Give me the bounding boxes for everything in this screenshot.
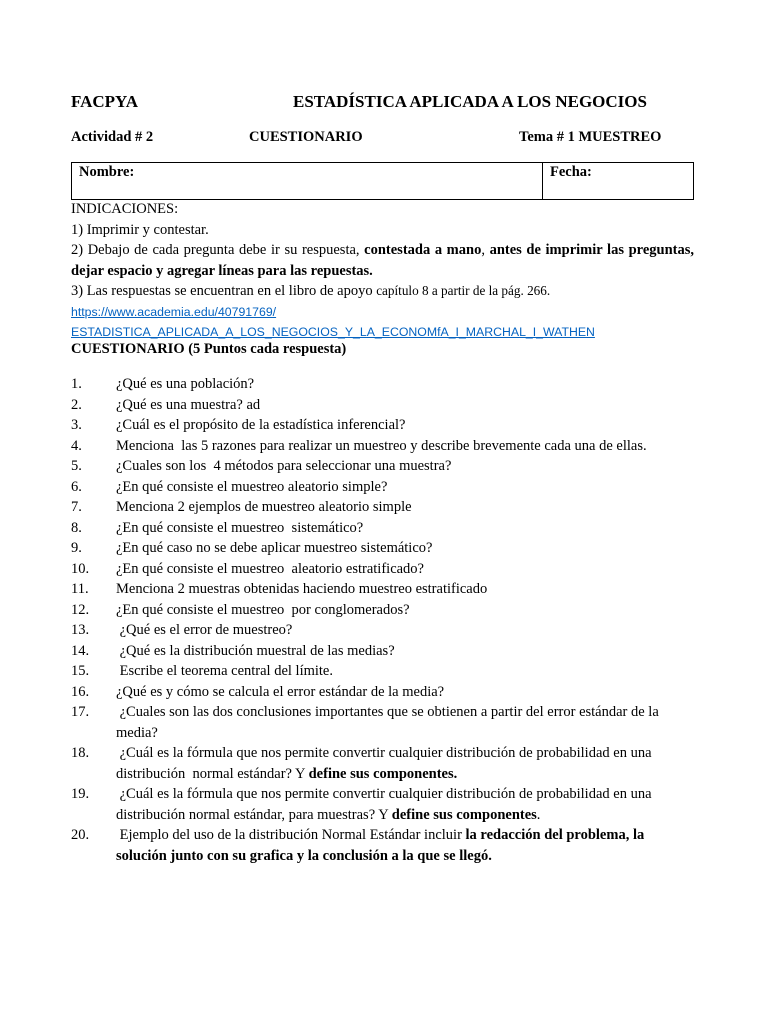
course-title: ESTADÍSTICA APLICADA A LOS NEGOCIOS: [293, 92, 647, 111]
question-item: [71, 702, 694, 743]
question-text: Menciona las 5 razones para realizar un muestreo y describe brevemente cada una de ellas.: [116, 437, 647, 454]
instruction-2-bold-a: contestada a mano: [364, 242, 482, 258]
date-cell: [543, 163, 693, 199]
question-number: 11.: [71, 581, 89, 597]
question-item: [71, 661, 694, 682]
question-number: 6.: [71, 478, 82, 495]
question-text: ¿Qué es una muestra? ad: [116, 396, 261, 413]
book-link-line-1[interactable]: https://www.academia.edu/40791769/: [71, 304, 277, 319]
question-number: 5.: [71, 458, 82, 474]
question-bold-text: la redacción del problema, la solución junto con su grafica y la conclusión a la que se llegó.: [116, 827, 645, 864]
question-number: 1.: [71, 376, 82, 392]
instructions-title: INDICACIONES:: [71, 201, 179, 217]
student-info-table: [71, 162, 694, 200]
question-number: 7.: [71, 499, 82, 515]
question-number: 19.: [71, 786, 90, 802]
question-text: ¿En qué consiste el muestreo por conglomerados?: [116, 601, 410, 618]
question-number: 10.: [71, 560, 90, 577]
question-item: [71, 784, 694, 825]
question-text: ¿Qué es el error de muestreo?: [116, 622, 293, 638]
instruction-1: 1) Imprimir y contestar.: [71, 221, 209, 238]
instructions-section: [71, 199, 694, 343]
question-number: 8.: [71, 519, 82, 536]
question-text: ¿Qué es la distribución muestral de las medias?: [116, 642, 395, 659]
question-item: [71, 436, 694, 457]
instruction-3: [71, 281, 694, 302]
question-bold-text: define sus componentes: [391, 806, 537, 823]
question-text: ¿Cuál es el propósito de la estadística inferencial?: [116, 417, 406, 433]
question-item: [71, 559, 694, 580]
question-number: 17.: [71, 704, 90, 720]
question-number: 20.: [71, 827, 90, 843]
instruction-2: [71, 240, 694, 281]
question-text: Escribe el teorema central del límite.: [116, 663, 333, 679]
question-number: 18.: [71, 745, 90, 761]
book-link: [71, 302, 694, 323]
question-text: ¿Cuales son los 4 métodos para seleccionar una muestra?: [116, 458, 452, 474]
question-number: 9.: [71, 540, 82, 556]
question-text: ¿En qué consiste el muestreo aleatorio simple?: [116, 478, 388, 495]
question-item: [71, 620, 694, 641]
question-text: ¿Qué es una población?: [116, 376, 255, 392]
question-item: [71, 600, 694, 621]
question-text: ¿Cuál es la fórmula que nos permite convertir cualquier distribución de probabilidad en una distribución normal estándar, para muestras? Y: [116, 786, 656, 823]
instruction-3-page: capítulo 8 a partir de la pág. 266.: [376, 283, 551, 298]
question-tail-text: .: [536, 806, 541, 823]
instruction-2-bold-b: antes de imprimir las preguntas, dejar espacio y agregar líneas para las repuestas.: [71, 242, 694, 279]
question-text: ¿Cuales son las dos conclusiones importantes que se obtienen a partir del error estándar de la media?: [116, 704, 663, 741]
name-label: Nombre:: [79, 164, 135, 180]
question-number: 15.: [71, 663, 90, 679]
question-item: [71, 456, 694, 477]
date-field[interactable]: [549, 183, 684, 197]
question-item: [71, 579, 694, 600]
question-list: [71, 374, 694, 866]
question-number: 3.: [71, 417, 82, 433]
topic-title: Tema # 1 MUESTREO: [519, 129, 662, 145]
name-field[interactable]: [78, 183, 528, 197]
question-item: [71, 682, 694, 703]
activity-type: CUESTIONARIO: [249, 129, 363, 145]
book-link-cont: [71, 322, 694, 343]
question-text: Menciona 2 ejemplos de muestreo aleatorio simple: [116, 499, 412, 515]
question-number: 13.: [71, 622, 90, 638]
question-number: 12.: [71, 601, 90, 618]
question-text: ¿Qué es y cómo se calcula el error estándar de la media?: [116, 683, 445, 700]
instruction-2-sep: ,: [481, 242, 490, 258]
question-text: ¿En qué consiste el muestreo aleatorio estratificado?: [116, 560, 424, 577]
name-cell: [72, 163, 543, 199]
question-number: 16.: [71, 683, 90, 700]
instruction-2-text: 2) Debajo de cada pregunta debe ir su respuesta,: [71, 242, 365, 258]
question-bold-text: define sus componentes.: [308, 765, 458, 782]
faculty-name: FACPYA: [71, 92, 139, 111]
question-text: Menciona 2 muestras obtenidas haciendo muestreo estratificado: [116, 581, 488, 597]
question-item: [71, 743, 694, 784]
question-item: [71, 518, 694, 539]
question-text: Ejemplo del uso de la distribución Normal Estándar incluir: [116, 827, 466, 843]
question-text: ¿Cuál es la fórmula que nos permite convertir cualquier distribución de probabilidad en una distribución normal estándar? Y: [116, 745, 656, 782]
question-item: [71, 825, 694, 866]
question-number: 4.: [71, 437, 82, 454]
question-number: 14.: [71, 642, 90, 659]
question-text: ¿En qué caso no se debe aplicar muestreo sistemático?: [116, 540, 433, 556]
question-item: [71, 374, 694, 395]
question-item: [71, 395, 694, 416]
question-item: [71, 538, 694, 559]
question-item: [71, 497, 694, 518]
question-text: ¿En qué consiste el muestreo sistemático?: [116, 519, 364, 536]
instruction-3-text: 3) Las respuestas se encuentran en el libro de apoyo: [71, 283, 377, 299]
question-item: [71, 477, 694, 498]
activity-number: Actividad # 2: [71, 129, 154, 145]
questionnaire-title: CUESTIONARIO (5 Puntos cada respuesta): [71, 341, 347, 357]
question-item: [71, 415, 694, 436]
question-item: [71, 641, 694, 662]
question-number: 2.: [71, 396, 82, 413]
date-label: Fecha:: [550, 164, 592, 180]
book-link-line-2[interactable]: ESTADISTICA_APLICADA_A_LOS_NEGOCIOS_Y_LA_ECONOMfA_I_MARCHAL_I_WATHEN: [71, 325, 595, 339]
